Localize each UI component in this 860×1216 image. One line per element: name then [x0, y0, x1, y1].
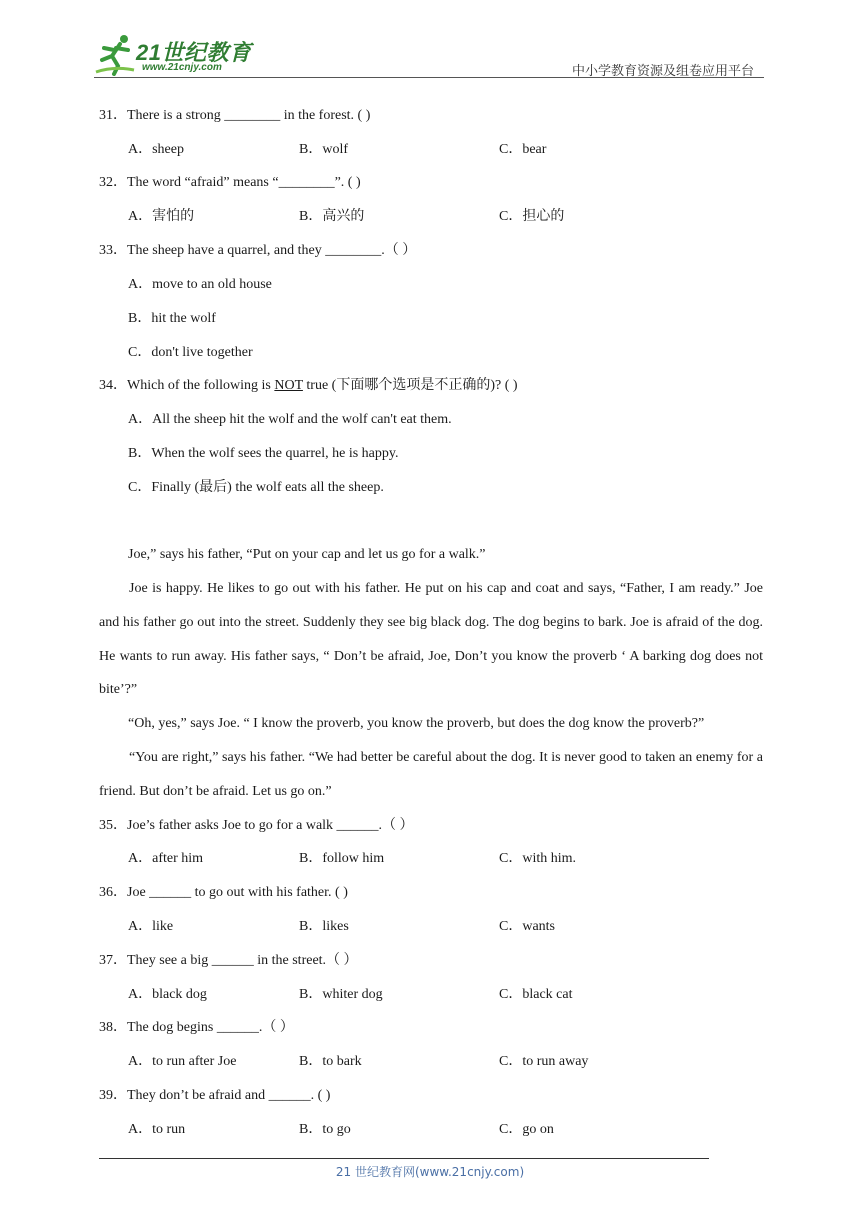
option-b: B．hit the wolf	[128, 311, 216, 326]
option-c: C．to run away	[499, 1054, 589, 1069]
question-text: 34．Which of the following is	[99, 378, 275, 393]
option-a: A．All the sheep hit the wolf and the wolf can't eat them.	[128, 412, 452, 427]
option-c: C．black cat	[499, 987, 573, 1002]
underlined-word: NOT	[274, 378, 303, 393]
question-35: 35．Joe’s father asks Joe to go for a walk ______.（ ）	[99, 818, 414, 833]
passage-paragraph: “You are right,” says his father. “We had better be careful about the dog. It is never good to taken an enemy for a friend. But don’t be afraid. Let us go on.”	[99, 750, 763, 799]
option-a: A．sheep	[128, 142, 184, 157]
option-b: B．wolf	[299, 142, 348, 157]
option-b: B．高兴的	[299, 209, 365, 224]
site-logo	[94, 32, 264, 78]
option-c: C．bear	[499, 142, 547, 157]
option-b: B．to bark	[299, 1054, 362, 1069]
option-c: C．don't live together	[128, 345, 253, 360]
option-a: A．after him	[128, 851, 204, 866]
option-b: B．to go	[299, 1122, 351, 1137]
option-b: B．follow him	[299, 851, 385, 866]
passage-paragraph: “Oh, yes,” says Joe. “ I know the proverb, you know the proverb, but does the dog know the proverb?”	[128, 716, 705, 731]
footer-divider	[99, 1158, 709, 1159]
option-b: B．whiter dog	[299, 987, 383, 1002]
question-39: 39．They don’t be afraid and ______. ( )	[99, 1088, 331, 1103]
header-divider	[94, 77, 764, 78]
question-32: 32．The word “afraid” means “________”. ( )	[99, 175, 361, 190]
option-c: C．wants	[499, 919, 555, 934]
page-footer: 21 世纪教育网(www.21cnjy.com)	[335, 1165, 525, 1179]
option-b: B．likes	[299, 919, 349, 934]
option-a: A．move to an old house	[128, 277, 272, 292]
passage-paragraph: Joe,” says his father, “Put on your cap and let us go for a walk.”	[128, 547, 486, 562]
option-c: C．担心的	[499, 209, 565, 224]
question-36: 36．Joe ______ to go out with his father. ( )	[99, 885, 348, 900]
question-37: 37．They see a big ______ in the street.（ ）	[99, 953, 358, 968]
platform-title: 中小学教育资源及组卷应用平台	[571, 64, 754, 79]
option-a: A．to run after Joe	[128, 1054, 237, 1069]
passage-paragraph: Joe is happy. He likes to go out with his father. He put on his cap and coat and says, “Father, I am ready.” Joe and his father go out into the street. Suddenly they see big black dog. The dog begins to bark. Joe is afraid of the dog. He wants to run away. His father says, “ Don’t be afraid, Joe, Don’t you know the proverb ‘ A barking dog does not bite’?”	[99, 581, 763, 698]
question-text: true (下面哪个选项是不正确的)? ( )	[302, 378, 518, 393]
option-b: B．When the wolf sees the quarrel, he is happy.	[128, 446, 399, 461]
option-a: A．to run	[128, 1122, 186, 1137]
logo-url: www.21cnjy.com	[142, 62, 222, 73]
option-c: C．with him.	[499, 851, 577, 866]
option-a: A．black dog	[128, 987, 207, 1002]
option-c: C．Finally (最后) the wolf eats all the sheep.	[128, 480, 384, 495]
question-31: 31．There is a strong ________ in the forest. ( )	[99, 108, 371, 123]
option-a: A．害怕的	[128, 209, 195, 224]
runner-icon	[94, 32, 138, 76]
option-c: C．go on	[499, 1122, 554, 1137]
question-38: 38．The dog begins ______.（ ）	[99, 1020, 294, 1035]
option-a: A．like	[128, 919, 174, 934]
question-33: 33．The sheep have a quarrel, and they ________.（ ）	[99, 243, 417, 258]
question-34	[99, 376, 518, 396]
page-header	[0, 0, 860, 80]
logo-text: 21世纪教育	[136, 40, 252, 65]
